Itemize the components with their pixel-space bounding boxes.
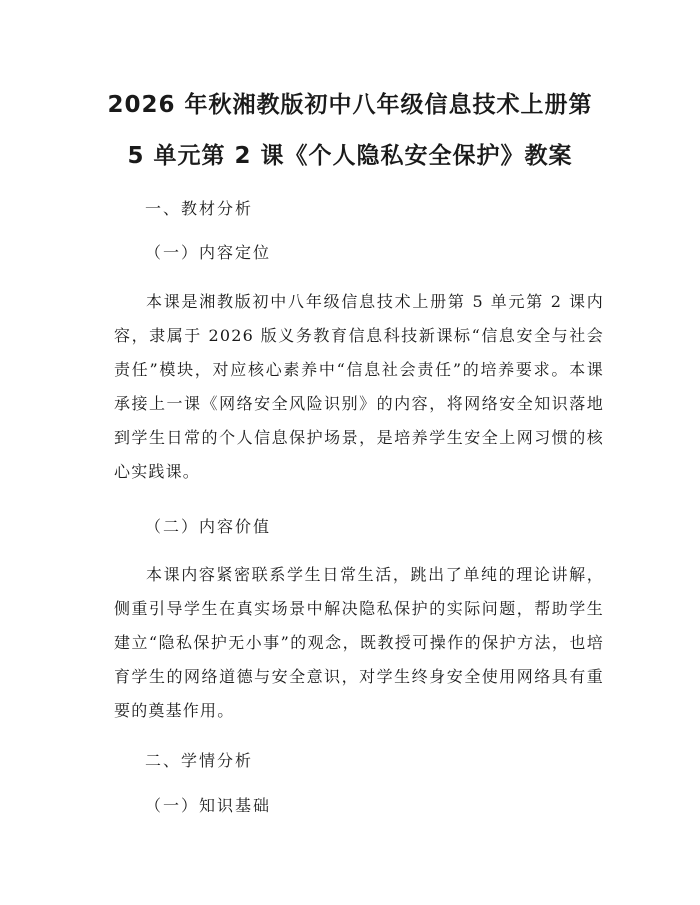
- document-title-line-2: 5 单元第 2 课《个人隐私安全保护》教案: [127, 143, 573, 169]
- subheading-knowledge-foundation: （一）知识基础: [145, 796, 272, 815]
- subheading-content-positioning: （一）内容定位: [145, 243, 272, 262]
- section-heading-textbook-analysis: 一、教材分析: [145, 199, 254, 218]
- section-heading-learner-analysis: 二、学情分析: [145, 751, 254, 770]
- subheading-content-value: （二）内容价值: [145, 517, 272, 536]
- document-title-line-1: 2026 年秋湘教版初中八年级信息技术上册第: [107, 92, 593, 118]
- paragraph-content-positioning: 本课是湘教版初中八年级信息技术上册第 5 单元第 2 课内容，隶属于 2026 版义务教育信息科技新课标“信息安全与社会责任”模块，对应核心素养中“信息社会责任”的培养要求。本课承接上一课《网络安全风险识别》的内容，将网络安全知识落地到学生日常的个人信息保护场景，是培养学生安全上网习惯的核心实践课。: [114, 292, 604, 481]
- paragraph-content-value: 本课内容紧密联系学生日常生活，跳出了单纯的理论讲解，侧重引导学生在真实场景中解决隐私保护的实际问题，帮助学生建立“隐私保护无小事”的观念，既教授可操作的保护方法，也培育学生的网络道德与安全意识，对学生终身安全使用网络具有重要的奠基作用。: [114, 565, 604, 720]
